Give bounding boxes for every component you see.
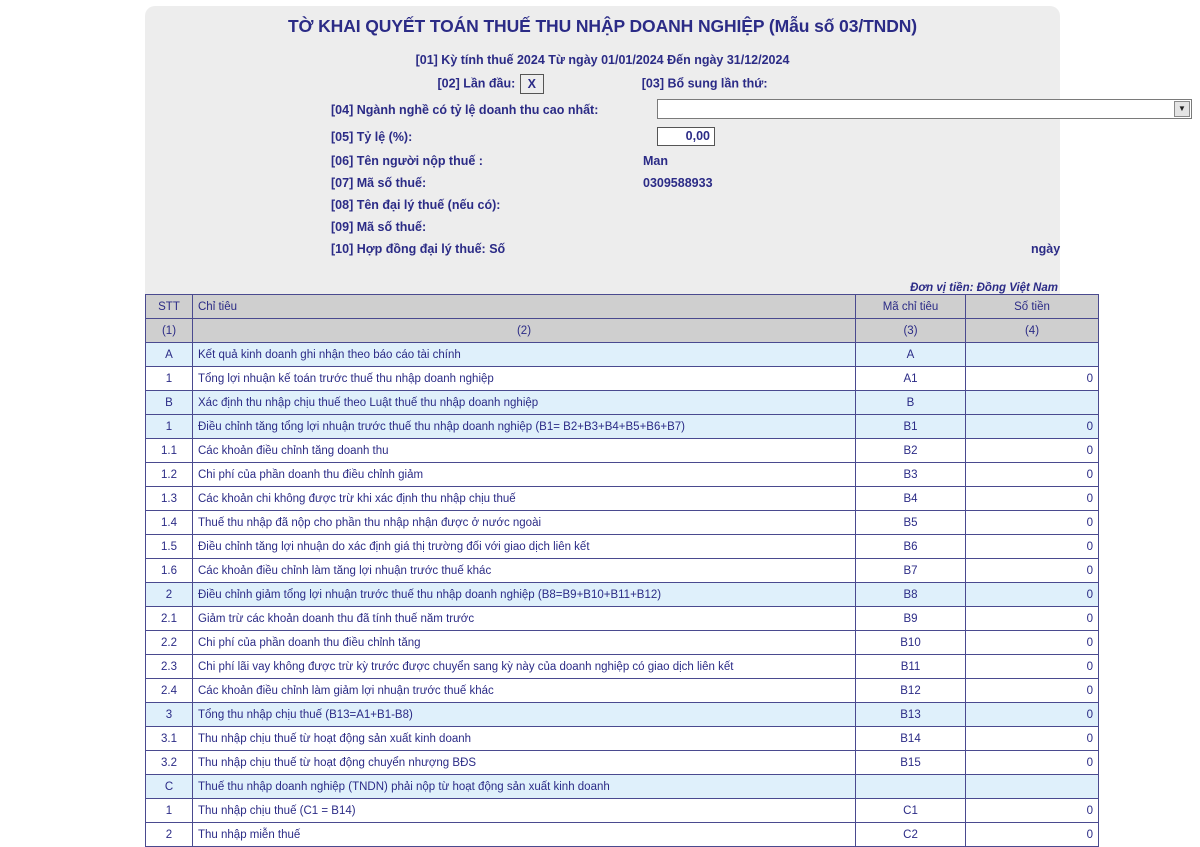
row-stt: 3.2	[146, 751, 193, 775]
tax-code-value: 0309588933	[643, 176, 713, 190]
amended-count-label: [03] Bổ sung lần thứ:	[641, 76, 768, 91]
row-amount[interactable]: 0	[966, 631, 1099, 655]
row-indicator: Các khoản điều chỉnh làm tăng lợi nhuận trước thuế khác	[193, 559, 856, 583]
row-indicator: Thu nhập chịu thuế từ hoạt động sản xuất kinh doanh	[193, 727, 856, 751]
row-code: A	[856, 343, 966, 367]
table-row	[146, 367, 1099, 391]
colnum-3: (3)	[856, 319, 966, 343]
table-row	[146, 391, 1099, 415]
table-row	[146, 655, 1099, 679]
row-amount[interactable]: 0	[966, 703, 1099, 727]
row-amount[interactable]: 0	[966, 367, 1099, 391]
row-indicator: Thu nhập miễn thuế	[193, 823, 856, 847]
row-code: B13	[856, 703, 966, 727]
colnum-2: (2)	[193, 319, 856, 343]
taxpayer-name-label: [06] Tên người nộp thuế :	[331, 154, 483, 168]
form-header-panel	[145, 6, 1186, 296]
row-stt: 1.2	[146, 463, 193, 487]
row-stt: 2	[146, 823, 193, 847]
chevron-down-icon[interactable]: ▼	[1174, 101, 1190, 117]
table-row	[146, 607, 1099, 631]
currency-unit-note: Đơn vị tiền: Đồng Việt Nam	[910, 282, 1058, 294]
row-indicator: Kết quả kinh doanh ghi nhận theo báo cáo tài chính	[193, 343, 856, 367]
row-code: B4	[856, 487, 966, 511]
row-amount[interactable]	[966, 775, 1099, 799]
table-row	[146, 799, 1099, 823]
row-code	[856, 775, 966, 799]
table-head	[146, 295, 1099, 343]
table-column-number-row	[146, 319, 1099, 343]
rate-input[interactable]: 0,00	[657, 127, 715, 146]
industry-dropdown[interactable]	[657, 99, 1192, 119]
table-row	[146, 583, 1099, 607]
table-body	[146, 343, 1099, 847]
table-row	[146, 751, 1099, 775]
row-code: B7	[856, 559, 966, 583]
row-amount[interactable]: 0	[966, 607, 1099, 631]
rate-label: [05] Tỷ lệ (%):	[331, 130, 413, 144]
row-stt: 1.1	[146, 439, 193, 463]
row-stt: 2	[146, 583, 193, 607]
row-stt: 1.6	[146, 559, 193, 583]
row-indicator: Chi phí của phần doanh thu điều chỉnh giảm	[193, 463, 856, 487]
row-amount[interactable]: 0	[966, 799, 1099, 823]
row-code: C1	[856, 799, 966, 823]
row-amount[interactable]: 0	[966, 823, 1099, 847]
row-code: B12	[856, 679, 966, 703]
row-amount[interactable]: 0	[966, 415, 1099, 439]
colnum-1: (1)	[146, 319, 193, 343]
row-amount[interactable]	[966, 391, 1099, 415]
tax-agent-code-label: [09] Mã số thuế:	[331, 220, 427, 234]
row-amount[interactable]: 0	[966, 583, 1099, 607]
agent-contract-label: [10] Hợp đồng đại lý thuế: Số	[331, 242, 506, 256]
table-row	[146, 415, 1099, 439]
row-indicator: Điều chỉnh tăng lợi nhuận do xác định giá thị trường đối với giao dịch liên kết	[193, 535, 856, 559]
row-code: B6	[856, 535, 966, 559]
row-indicator: Điều chỉnh giảm tổng lợi nhuận trước thuế thu nhập doanh nghiệp (B8=B9+B10+B11+B12)	[193, 583, 856, 607]
row-stt: 2.4	[146, 679, 193, 703]
row-amount[interactable]: 0	[966, 727, 1099, 751]
row-stt: C	[146, 775, 193, 799]
table-row	[146, 511, 1099, 535]
row-stt: 1	[146, 415, 193, 439]
row-amount[interactable]: 0	[966, 487, 1099, 511]
row-amount[interactable]: 0	[966, 559, 1099, 583]
tax-period-line: [01] Kỳ tính thuế 2024 Từ ngày 01/01/2024 Đến ngày 31/12/2024	[415, 53, 790, 67]
row-code: B2	[856, 439, 966, 463]
table-row	[146, 775, 1099, 799]
row-code: B3	[856, 463, 966, 487]
row-stt: 1.5	[146, 535, 193, 559]
row-amount[interactable]: 0	[966, 535, 1099, 559]
row-stt: 3	[146, 703, 193, 727]
row-indicator: Điều chỉnh tăng tổng lợi nhuận trước thuế thu nhập doanh nghiệp (B1= B2+B3+B4+B5+B6+B7)	[193, 415, 856, 439]
table-row	[146, 703, 1099, 727]
table-row	[146, 679, 1099, 703]
header-code: Mã chỉ tiêu	[856, 295, 966, 319]
row-indicator: Thuế thu nhập doanh nghiệp (TNDN) phải nộp từ hoạt động sản xuất kinh doanh	[193, 775, 856, 799]
row-code: B9	[856, 607, 966, 631]
row-code: B8	[856, 583, 966, 607]
row-amount[interactable]: 0	[966, 439, 1099, 463]
row-indicator: Tổng thu nhập chịu thuế (B13=A1+B1-B8)	[193, 703, 856, 727]
colnum-4: (4)	[966, 319, 1099, 343]
row-code: B5	[856, 511, 966, 535]
table-row	[146, 727, 1099, 751]
row-indicator: Chi phí của phần doanh thu điều chỉnh tăng	[193, 631, 856, 655]
table-row	[146, 463, 1099, 487]
taxpayer-name-value: Man	[643, 154, 668, 168]
row-stt: 1	[146, 367, 193, 391]
row-code: B14	[856, 727, 966, 751]
row-amount[interactable]: 0	[966, 655, 1099, 679]
row-amount[interactable]: 0	[966, 463, 1099, 487]
row-code: B1	[856, 415, 966, 439]
row-amount[interactable]	[966, 343, 1099, 367]
table-header-row	[146, 295, 1099, 319]
row-stt: B	[146, 391, 193, 415]
page-title: TỜ KHAI QUYẾT TOÁN THUẾ THU NHẬP DOANH NGHIỆP (Mẫu số 03/TNDN)	[287, 16, 918, 36]
first-time-checkbox[interactable]: X	[520, 74, 544, 94]
row-code: A1	[856, 367, 966, 391]
row-stt: 1.3	[146, 487, 193, 511]
first-time-label: [02] Lần đầu:	[437, 76, 516, 91]
row-indicator: Thu nhập chịu thuế (C1 = B14)	[193, 799, 856, 823]
row-indicator: Tổng lợi nhuận kế toán trước thuế thu nhập doanh nghiệp	[193, 367, 856, 391]
row-stt: 1	[146, 799, 193, 823]
table-row	[146, 487, 1099, 511]
tax-code-label: [07] Mã số thuế:	[331, 176, 427, 190]
row-code: B	[856, 391, 966, 415]
row-indicator: Các khoản điều chỉnh tăng doanh thu	[193, 439, 856, 463]
table-row	[146, 559, 1099, 583]
declaration-table	[145, 294, 1099, 847]
tax-agent-name-label: [08] Tên đại lý thuế (nếu có):	[331, 198, 501, 212]
table-row	[146, 631, 1099, 655]
table-row	[146, 439, 1099, 463]
table-row	[146, 343, 1099, 367]
table-row	[146, 823, 1099, 847]
row-stt: 1.4	[146, 511, 193, 535]
header-indicator: Chỉ tiêu	[193, 295, 856, 319]
row-indicator: Các khoản điều chỉnh làm giảm lợi nhuận trước thuế khác	[193, 679, 856, 703]
row-indicator: Thuế thu nhập đã nộp cho phần thu nhập nhận được ở nước ngoài	[193, 511, 856, 535]
row-indicator: Các khoản chi không được trừ khi xác định thu nhập chịu thuế	[193, 487, 856, 511]
row-indicator: Thu nhập chịu thuế từ hoạt động chuyển nhượng BĐS	[193, 751, 856, 775]
row-amount[interactable]: 0	[966, 679, 1099, 703]
table-row	[146, 535, 1099, 559]
row-code: B15	[856, 751, 966, 775]
row-indicator: Giảm trừ các khoản doanh thu đã tính thuế năm trước	[193, 607, 856, 631]
agent-contract-date-label: ngày	[1031, 242, 1061, 256]
row-stt: 3.1	[146, 727, 193, 751]
declaration-type-row	[145, 74, 1060, 94]
row-amount[interactable]: 0	[966, 511, 1099, 535]
industry-label: [04] Ngành nghề có tỷ lệ doanh thu cao nhất:	[331, 103, 599, 117]
row-code: B11	[856, 655, 966, 679]
row-indicator: Chi phí lãi vay không được trừ kỳ trước được chuyển sang kỳ này của doanh nghiệp có giao dịch liên kết	[193, 655, 856, 679]
row-indicator: Xác định thu nhập chịu thuế theo Luật thuế thu nhập doanh nghiệp	[193, 391, 856, 415]
row-stt: 2.3	[146, 655, 193, 679]
row-stt: 2.2	[146, 631, 193, 655]
row-stt: 2.1	[146, 607, 193, 631]
row-code: B10	[856, 631, 966, 655]
row-code: C2	[856, 823, 966, 847]
header-stt: STT	[146, 295, 193, 319]
row-amount[interactable]: 0	[966, 751, 1099, 775]
row-stt: A	[146, 343, 193, 367]
header-amount: Số tiền	[966, 295, 1099, 319]
